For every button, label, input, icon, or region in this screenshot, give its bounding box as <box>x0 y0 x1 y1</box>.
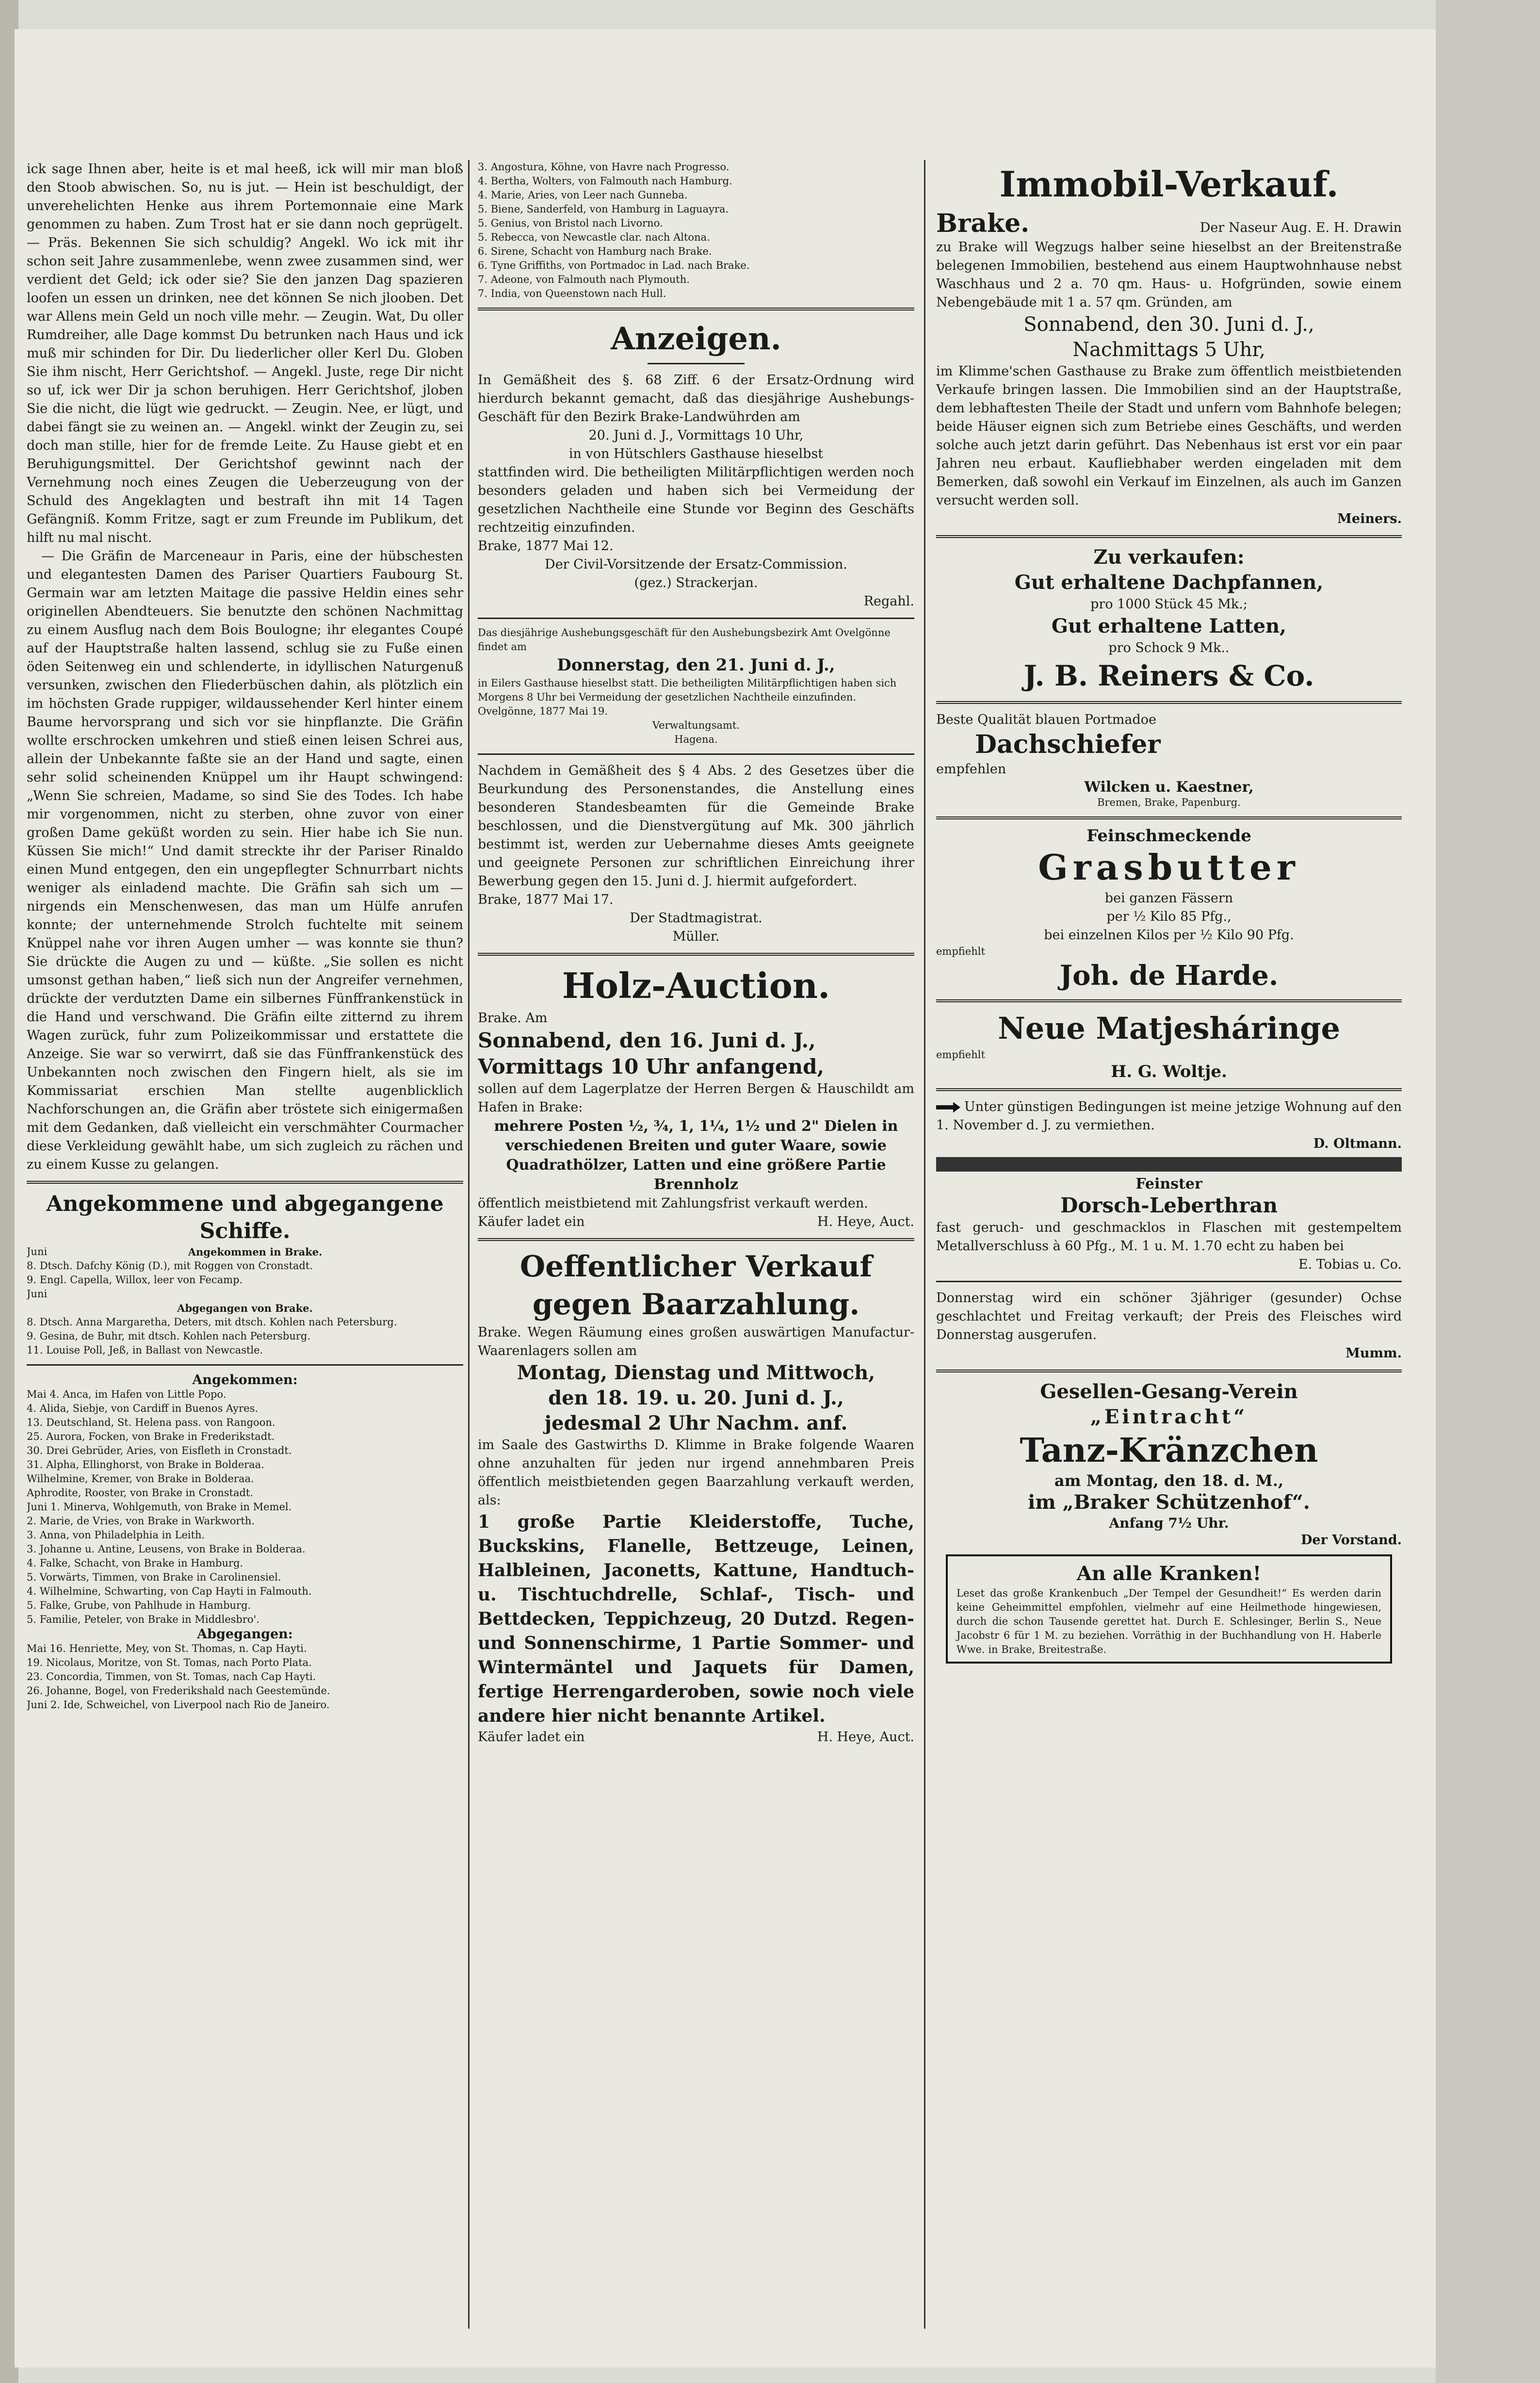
ad-date: den 18. 19. u. 20. Juni d. J., <box>548 1387 844 1409</box>
ad-text: im Klimme'schen Gasthause zu Brake zum öffentlich meistbietenden Verkaufe bringen lassen. Die Immobilien sind an der Hauptstraße, dem lebhaftesten Theile der Stadt und unfern vom Bahnhofe belegen; beide Häuser eignen sich zum Betriebe eines Geschäfts, und werden solche auch jetzt darin geführt. Das Nebenhaus ist erst vor ein paar Jahren neu erbaut. Kaufliebhaber werden eingeladen mit dem Bemerken, daß sowohl ein Verkauf im Einzelnen, als auch im Ganzen versucht werden soll. <box>936 364 1402 508</box>
ad-matjes <box>936 1009 1402 1081</box>
ad-title: gegen Baarzahlung. <box>532 1288 860 1322</box>
ad-sign: (gez.) Strackerjan. <box>634 575 758 590</box>
list-item: 13. Deutschland, St. Helena pass. von Rangoon. <box>27 1417 276 1428</box>
ad-date: Sonnabend, den 30. Juni d. J., <box>1023 313 1314 336</box>
ad-items: 1 große Partie Kleiderstoffe, Tuche, Buckskins, Flanelle, Bettzeuge, Leinen, Halbleinen, Jaconetts, Kattune, Handtuch- u. Tischtuchdrelle, Schlaf-, Tisch- und Bettdecken, Teppichzeug, 20 Dutzd. Regen- und Sonnenschirme, 1 Partie Sommer- und Wintermäntel und Jaquets für Damen, fertige Herrengarderoben, sowie noch viele andere hier nicht benannte Artikel. <box>478 1512 914 1726</box>
ad-item: Gut erhaltene Latten, <box>1051 615 1287 637</box>
story-paragraph: — Die Gräfin de Marceneaur in Paris, eine der hübschesten und elegantesten Damen des Pariser Quartiers Faubourg St. Germain war am letzten Maitage die passive Heldin eines sehr originellen Abendteuers. Sie benutzte den schönen Nachmittag zu einem Ausflug nach dem Bois Boulogne; ihr elegantes Coupé auf der Hauptstraße halten lassend, schlug sie zu Fuße einen öden Seitenweg ein und schlenderte, in idyllischen Naturgenuß versunken, zwischen den Fliederbüschen dahin, als plötzlich ein im höchsten Grade ruppiger, wildaussehender Kerl hinter einem Baume hervorsprang und sich vor sie hinpflanzte. Die Gräfin wollte erschrocken umkehren und stieß einen leisen Schrei aus, allein der Unbekannte faßte sie an der Hand und sagte, einen sehr solid scheinenden Knüppel um ihr Haupt schwingend: „Wenn Sie schreien, Madame, so sind Sie des Todes. Ich habe mir vorgenommen, nicht zu sterben, ohne zuvor von einer großen Dame geküßt worden zu sein. Hier habe ich Sie nun. Küssen Sie mich!“ Und damit streckte ihr der Pariser Rinaldo einen Mund entgegen, den ein ungepflegter Schnurrbart nichts weniger als einladend machte. Die Gräfin sah sich um — nirgends ein Menschenwesen, das man um Hülfe anrufen konnte; der unternehmende Strolch fuchtelte mit seinem Knüppel nahe vor ihren Augen umher — was konnte sie thun? Sie drückte die Augen zu und — küßte. „Sie sollen es nicht umsonst gethan haben,“ ließ sich nun der Angreifer vernehmen, drückte der verdutzten Dame ein silbernes Fünffrankenstück in die Hand und verschwand. Die Gräfin eilte zitternd zu ihrem Wagen zurück, fuhr zum Polizeikommissar und erstattete die Anzeige. Sie war so verwirrt, daß sie das Fünffrankenstück des Unbekannten noch zwischen den Fingern hielt, als sie im Kommissariat erschien Man stellte augenblicklich Nachforschungen an, die Gräfin aber tröstete sich einigermaßen mit dem Gedanken, daß vielleicht ein verschmähter Courmacher diese Verkleidung gewählt habe, um sich zugleich zu rächen und zu einem Kusse zu gelangen. <box>27 549 463 1172</box>
ad-standesbeamter <box>478 762 914 946</box>
ad-price: pro 1000 Stück 45 Mk.; <box>1090 597 1248 612</box>
divider <box>648 363 745 364</box>
ad-dachschiefer <box>936 711 1402 810</box>
ad-title: Immobil-Verkauf. <box>999 163 1339 205</box>
ad-text: empfiehlt <box>936 946 985 957</box>
ad-sign: Mumm. <box>1345 1346 1402 1361</box>
column-right <box>936 160 1402 2343</box>
list-item: 26. Johanne, Bogel, von Frederikshald nach Geestemünde. <box>27 1685 330 1697</box>
list-item: 6. Tyne Griffiths, von Portmadoc in Lad. nach Brake. <box>478 260 750 271</box>
ad-date: Nachmittags 5 Uhr, <box>1072 339 1265 361</box>
list-item: 4. Falke, Schacht, von Brake in Hamburg. <box>27 1557 243 1569</box>
list-item: 19. Nicolaus, Moritze, von St. Tomas, nach Porto Plata. <box>27 1657 312 1668</box>
ad-sign: Hagena. <box>674 734 718 745</box>
ad-zu-verkaufen <box>936 545 1402 694</box>
ad-date: 20. Juni d. J., Vormittags 10 Uhr, <box>588 428 804 443</box>
ad-place: im „Braker Schützenhof“. <box>1028 1491 1310 1514</box>
ad-sign: Käufer ladet ein <box>478 1730 585 1745</box>
ad-sign: Meiners. <box>1337 511 1402 526</box>
ad-title: An alle Kranken! <box>1076 1562 1262 1585</box>
list-item: Mai 4. Anca, im Hafen von Little Popo. <box>27 1388 227 1400</box>
ad-place: in von Hütschlers Gasthause hieselbst <box>568 446 824 461</box>
angekommen-list <box>27 1387 463 1627</box>
list-item: 5. Falke, Grube, von Pahlhude in Hamburg. <box>27 1600 251 1611</box>
ad-text: zu Brake will Wegzugs halber seine hieselbst an der Breitenstraße belegenen Immobilien, bestehend aus einem Hauptwohnhause nebst Waschhaus und 2 a. 70 qm. Haus- u. Hofgründen, sowie einem Nebengebäude mit 1 a. 57 qm. Gründen, am <box>936 240 1402 310</box>
ad-text: in Eilers Gasthause hieselbst statt. Die betheiligten Militärpflichtigen haben sich Morgens 8 Uhr bei Vermeidung der gesetzlichen Nachtheile einzufinden. <box>478 677 897 703</box>
list-item: 7. India, von Queenstown nach Hull. <box>478 288 666 299</box>
subhead: Angekommen: <box>192 1372 298 1387</box>
list-item: 5. Familie, Peteler, von Brake in Middlesbro'. <box>27 1614 259 1625</box>
ad-title: Tanz-Kränzchen <box>1020 1431 1318 1470</box>
list-item: 3. Angostura, Köhne, von Havre nach Progresso. <box>478 161 729 173</box>
ad-places: Bremen, Brake, Papenburg. <box>1097 797 1241 808</box>
page-right-margin <box>1436 0 1540 2383</box>
ad-kranke-box <box>946 1554 1392 1664</box>
ad-items: mehrere Posten ½, ¾, 1, 1¼, 1½ und 2" Dielen in verschiedenen Breiten und guter Waare, sowie Quadrathölzer, Latten und eine größere Partie Brennholz <box>494 1118 898 1193</box>
list-item: 31. Alpha, Ellinghorst, von Brake in Bolderaa. <box>27 1459 264 1470</box>
ad-sign-row <box>478 1213 914 1231</box>
list-item: 5. Genius, von Bristol nach Livorno. <box>478 217 663 229</box>
list-item: 9. Gesina, de Buhr, mit dtsch. Kohlen nach Petersburg. <box>27 1330 311 1342</box>
ad-title: Grasbutter <box>1038 847 1300 888</box>
ad-text: Unter günstigen Bedingungen ist meine jetzige Wohnung auf den 1. November d. J. zu vermiethen. <box>936 1099 1402 1133</box>
divider <box>27 1364 463 1366</box>
ad-title: Oeffentlicher Verkauf <box>519 1250 873 1284</box>
list-item: 25. Aurora, Focken, von Brake in Frederikstadt. <box>27 1431 275 1442</box>
ad-text: fast geruch- und geschmacklos in Flaschen mit gestempeltem Metallverschluss à 60 Pfg., M. 1 u. M. 1.70 echt zu haben bei <box>936 1220 1402 1254</box>
list-item: 5. Vorwärts, Timmen, von Brake in Carolinensiel. <box>27 1571 281 1583</box>
ad-text: bei einzelnen Kilos per ½ Kilo 90 Pfg. <box>1044 928 1294 943</box>
ad-title: Zu verkaufen: <box>1093 546 1245 569</box>
ad-time: Anfang 7½ Uhr. <box>1109 1515 1229 1531</box>
ad-sign: Regahl. <box>863 594 914 609</box>
list-item: Aphrodite, Rooster, von Brake in Cronstadt. <box>27 1487 254 1499</box>
section-divider <box>936 1088 1402 1091</box>
list-item: 8. Dtsch. Anna Margaretha, Deters, mit dtsch. Kohlen nach Petersburg. <box>27 1316 397 1328</box>
ad-grasbutter <box>936 826 1402 993</box>
list-item: 23. Concordia, Timmen, von St. Tomas, nach Cap Hayti. <box>27 1671 316 1682</box>
list-item: 11. Louise Poll, Jeß, in Ballast von Newcastle. <box>27 1344 263 1356</box>
ad-heading-row <box>936 209 1402 238</box>
column-rule <box>924 160 925 2329</box>
ad-date: am Montag, den 18. d. M., <box>1054 1471 1284 1490</box>
ad-immobil-verkauf <box>936 160 1402 528</box>
ad-text: bei ganzen Fässern <box>1104 891 1233 906</box>
list-item: 4. Marie, Aries, von Leer nach Gunneba. <box>478 189 688 201</box>
ad-date: Montag, Dienstag und Mittwoch, <box>517 1361 875 1384</box>
list-item: 9. Engl. Capella, Willox, leer von Fecamp. <box>27 1274 243 1286</box>
pointing-hand-icon <box>936 1102 960 1113</box>
ad-intro: Feinster <box>1135 1175 1202 1192</box>
ad-date: Vormittags 10 Uhr anfangend, <box>478 1055 825 1078</box>
ad-owner: Der Naseur Aug. E. H. Drawin <box>1200 220 1402 235</box>
list-item: 6. Sirene, Schacht von Hamburg nach Brake. <box>478 245 712 257</box>
section-divider <box>936 816 1402 819</box>
ad-text: Donnerstag wird ein schöner 3jähriger (gesunder) Ochse geschlachtet und Freitag verkauft; der Preis des Fleisches wird Donnerstag ausgerufen. <box>936 1290 1402 1342</box>
list-item: Juni 1. Minerva, Wohlgemuth, von Brake in Memel. <box>27 1501 292 1513</box>
list-item: 7. Adeone, von Falmouth nach Plymouth. <box>478 274 690 285</box>
ad-text: Nachdem in Gemäßheit des § 4 Abs. 2 des Gesetzes über die Beurkundung des Personenstandes, die Anstellung eines besonderen Standesbeamten für die Gemeinde Brake beschlossen, und die Dienstvergütung auf Mk. 300 jährlich bestimmt ist, werden zur Uebernahme dieses Amts geeignete und geeignete Personen zur schriftlichen Einreichung ihrer Bewerbung gegen den 15. Juni d. J. hiermit aufgefordert. <box>478 763 914 889</box>
ad-sign: H. Heye, Auct. <box>817 1214 914 1229</box>
ad-firm: Joh. de Harde. <box>1059 960 1279 992</box>
ad-text: im Saale des Gastwirths D. Klimme in Brake folgende Waaren ohne anzuhalten für jeden nur irgend annehmbaren Preis öffentlich meistbietenden gegen Baarzahlung verkauft werden, als: <box>478 1437 914 1508</box>
divider <box>478 618 914 619</box>
month-label: Juni <box>27 1246 48 1257</box>
ad-sign: Der Civil-Vorsitzende der Ersatz-Commission. <box>545 557 847 572</box>
ad-ovelgoenne <box>478 626 914 747</box>
ad-date: jedesmal 2 Uhr Nachm. anf. <box>544 1412 848 1435</box>
ad-text: stattfinden wird. Die betheiligten Militärpflichtigen werden noch besonders geladen und haben sich bei Vermeidung der gesetzlichen Nachtheile eine Stunde vor Beginn des Geschäfts rechtzeitig einzufinden. <box>478 465 914 535</box>
list-item: 30. Drei Gebrüder, Aries, von Eisfleth in Cronstadt. <box>27 1445 292 1456</box>
ad-text: empfiehlt <box>936 1049 985 1061</box>
ad-ersatz <box>478 371 914 611</box>
list-item: 4. Alida, Siebje, von Cardiff in Buenos Ayres. <box>27 1403 258 1414</box>
section-divider <box>936 999 1402 1002</box>
ad-text: Das diesjährige Aushebungsgeschäft für den Aushebungsbezirk Amt Ovelgönne findet am <box>478 627 891 653</box>
list-item: 8. Dtsch. Dafchy König (D.), mit Roggen von Cronstadt. <box>27 1260 313 1272</box>
ad-firm: J. B. Reiners & Co. <box>1023 659 1314 692</box>
section-divider <box>478 953 914 956</box>
ad-org-name: „Eintracht“ <box>1090 1405 1248 1428</box>
ad-sign: Der Stadtmagistrat. <box>630 911 762 926</box>
subhead: Abgegangen von Brake. <box>177 1302 313 1314</box>
section-divider <box>936 1370 1402 1372</box>
ships-brake-list <box>27 1245 463 1357</box>
section-divider <box>27 1181 463 1184</box>
ad-oeffentlicher-verkauf <box>478 1248 914 1746</box>
ad-sign: Brake, 1877 Mai 12. <box>478 539 614 554</box>
list-item: 5. Rebecca, von Newcastle clar. nach Altona. <box>478 231 710 243</box>
list-item: 2. Marie, de Vries, von Brake in Warkworth. <box>27 1515 255 1527</box>
ad-leberthran <box>936 1175 1402 1274</box>
ad-sign: Brake, 1877 Mai 17. <box>478 892 614 907</box>
ad-item: Gut erhaltene Dachpfannen, <box>1014 571 1324 594</box>
ad-sign-row <box>478 1728 914 1746</box>
abgegangen-list <box>27 1642 463 1712</box>
ad-text: Leset das große Krankenbuch „Der Tempel der Gesundheit!“ Es werden darin keine Geheimmittel empfohlen, vielmehr auf eine Heilmethode hingewiesen, durch die schon Tausende gerettet hat. Durch E. Schlesinger, Berlin S., Neue Jacobstr 6 für 1 M. zu beziehen. Vorräthig in der Buchhandlung von H. Haberle Wwe. in Brake, Breitestraße. <box>956 1587 1381 1655</box>
ad-sign: Verwaltungsamt. <box>652 719 740 731</box>
ship-list-continued <box>478 160 914 301</box>
ad-sign: D. Oltmann. <box>1313 1136 1402 1151</box>
list-item: Juni 2. Ide, Schweichel, von Liverpool nach Rio de Janeiro. <box>27 1699 330 1711</box>
divider <box>478 753 914 755</box>
ad-text: Brake. Wegen Räumung eines großen auswärtigen Manufactur-Waarenlagers sollen am <box>478 1325 914 1358</box>
anzeigen-title: Anzeigen. <box>611 321 781 357</box>
divider <box>936 1281 1402 1282</box>
ad-sign: Der Vorstand. <box>1301 1533 1402 1548</box>
ad-title: Dorsch-Leberthran <box>1060 1193 1278 1217</box>
ad-intro: Feinschmeckende <box>1086 826 1251 846</box>
ad-org: Gesellen-Gesang-Verein <box>1040 1380 1298 1403</box>
ad-text: per ½ Kilo 85 Pfg., <box>1106 909 1232 924</box>
ad-title: Holz-Auction. <box>562 965 830 1006</box>
ad-text: öffentlich meistbietend mit Zahlungsfrist verkauft werden. <box>478 1196 868 1211</box>
list-item: 3. Johanne u. Antine, Leusens, von Brake in Bolderaa. <box>27 1543 306 1555</box>
ad-firm: E. Tobias u. Co. <box>1298 1257 1402 1272</box>
ad-sign: H. Heye, Auct. <box>817 1730 914 1745</box>
ad-text: sollen auf dem Lagerplatze der Herren Bergen & Hauschildt am Hafen in Brake: <box>478 1081 914 1115</box>
ad-holz-auction <box>478 963 914 1231</box>
list-item: 5. Biene, Sanderfeld, von Hamburg in Laguayra. <box>478 203 729 215</box>
list-item: Juni <box>27 1288 48 1300</box>
ships-title: Angekommene und abgegangene Schiffe. <box>46 1192 444 1243</box>
ad-date: Sonnabend, den 16. Juni d. J., <box>478 1028 816 1052</box>
ad-date: Donnerstag, den 21. Juni d. J., <box>557 655 835 675</box>
story-paragraph: ick sage Ihnen aber, heite is et mal heeß, ick will mir man bloß den Stoob abwischen. So, nu is jut. — Hein ist beschuldigt, der unverehelichten Henke aus ihrem Portemonnaie eine Mark genommen zu haben. Zum Trost hat er sie dann noch geprügelt. — Präs. Bekennen Sie sich schuldig? Angekl. Wo ick mit ihr schon seit Jahre zusammenlebe, wenn zwee zusammen sind, wer verdient det Geld; ick oder sie? Sie den janzen Dag spazieren loofen un essen un drinken, nee det können Se nich jlooben. Det war Allens mein Geld un noch ville mehr. — Zeugin. Wat, Du oller Rumdreiher, alle Dage kommst Du betrunken nach Haus und ick muß mir schinden for Dir. Du liederlicher oller Kerl Du. Globen Sie ihm nischt, Herr Gerichtshof. — Angekl. Juste, rege Dir nicht so uf, ick wer Dir ja schon beruhigen. Herr Gerichtshof, jloben Sie die nicht, die lügt wie gedruckt. — Zeugin. Nee, er lügt, und dabei fängt sie zu weinen an. — Angekl. winkt der Zeugin zu, sei doch man stille, hier for de fremde Leite. Zu Hause giebt et en Beruhigungsmittel. Der Gerichtshof gewinnt nach der Vernehmung noch eines Zeugen die Ueberzeugung von der Schuld des Angeklagten und bestraft ihn mit 14 Tagen Gefängniß. Komm Fritze, sagt er zum Freunde im Publikum, det hilft nu mal nischt. <box>27 162 463 545</box>
ad-firm: H. G. Woltje. <box>1111 1062 1227 1081</box>
ad-vermiethen <box>936 1098 1402 1153</box>
column-middle <box>478 160 914 2343</box>
subhead: Abgegangen: <box>197 1627 293 1642</box>
ad-ochse <box>936 1289 1402 1363</box>
ad-intro: Beste Qualität blauen Portmadoe <box>936 712 1157 727</box>
section-divider <box>478 308 914 310</box>
ad-tanzkraenzchen <box>936 1379 1402 1550</box>
ad-firm: Wilcken u. Kaestner, <box>1084 779 1254 796</box>
list-item: Mai 16. Henriette, Mey, von St. Thomas, n. Cap Hayti. <box>27 1643 307 1654</box>
ad-title: Dachschiefer <box>975 730 1161 759</box>
list-item: 4. Bertha, Wolters, von Falmouth nach Hamburg. <box>478 175 732 187</box>
ornament-bar <box>936 1157 1402 1172</box>
list-item: 3. Anna, von Philadelphia in Leith. <box>27 1529 205 1541</box>
list-item: Wilhelmine, Kremer, von Brake in Bolderaa. <box>27 1473 254 1485</box>
ad-title: Neue Matjesháringe <box>998 1011 1340 1046</box>
ad-text: In Gemäßheit des §. 68 Ziff. 6 der Ersatz-Ordnung wird hierdurch bekannt gemacht, daß das diesjährige Aushebungs-Geschäft für den Bezirk Brake-Landwührden am <box>478 373 914 424</box>
list-item: 4. Wilhelmine, Schwarting, von Cap Hayti in Falmouth. <box>27 1585 312 1597</box>
section-divider <box>478 1238 914 1241</box>
ad-price: pro Schock 9 Mk.. <box>1108 640 1230 655</box>
column-left <box>27 160 463 2343</box>
ad-text: empfehlen <box>936 762 1006 777</box>
ad-place: Brake. <box>936 209 1030 238</box>
column-rule <box>468 160 470 2329</box>
subhead: Angekommen in Brake. <box>188 1246 323 1258</box>
ad-sign: Müller. <box>672 929 720 944</box>
section-divider <box>936 535 1402 538</box>
ad-sign: Käufer ladet ein <box>478 1214 585 1229</box>
ad-place: Brake. Am <box>478 1011 548 1026</box>
section-divider <box>936 701 1402 704</box>
ad-sign: Ovelgönne, 1877 Mai 19. <box>478 705 608 717</box>
